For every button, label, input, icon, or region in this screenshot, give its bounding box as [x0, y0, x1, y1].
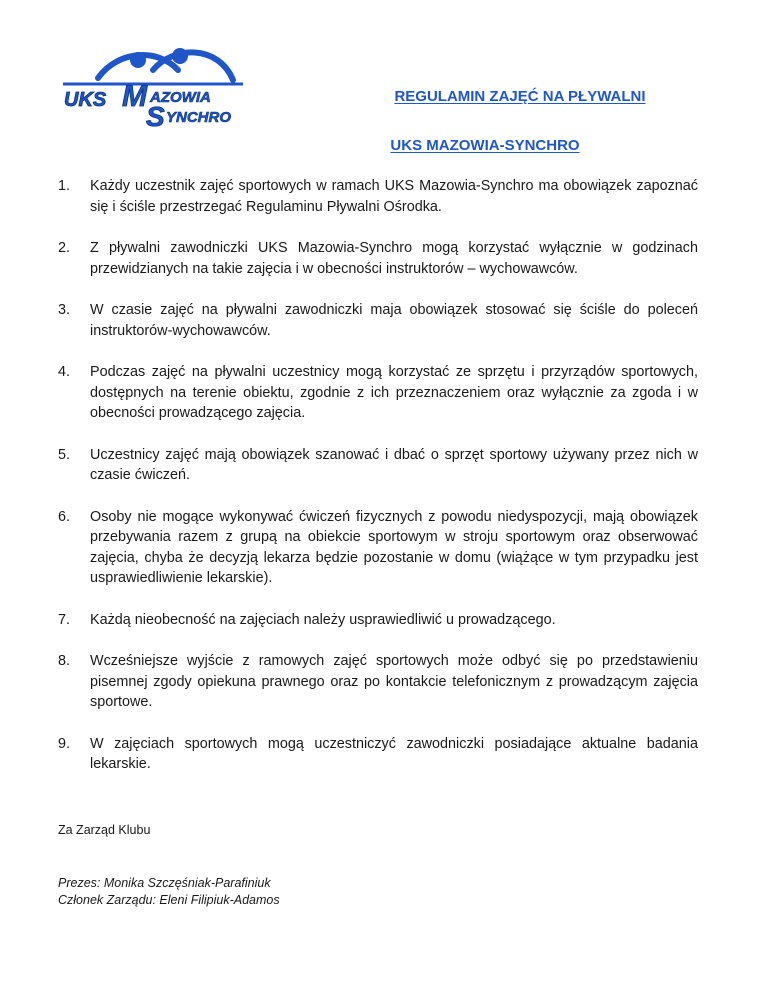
rule-text: W zajęciach sportowych mogą uczestniczyć zawodniczki posiadające aktualne badania lekarskie.: [90, 735, 698, 772]
rules-list: [58, 176, 698, 775]
rule-item-4: [58, 362, 698, 424]
rule-text: Wcześniejsze wyjście z ramowych zajęć sportowych może odbyć się po przedstawieniu pisemnej zgody opiekuna prawnego oraz po kontakcie telefonicznym z prowadzącym zajęcia sportowe.: [90, 653, 698, 710]
rule-number: 5.: [58, 446, 71, 463]
rule-text: W czasie zajęć na pływalni zawodniczki maja obowiązek stosować się ściśle do poleceń instruktorów-wychowawców.: [90, 302, 698, 339]
rule-item-1: [58, 176, 698, 217]
rule-item-9: [58, 734, 698, 775]
rule-number: 7.: [58, 611, 71, 628]
rule-item-2: [58, 238, 698, 279]
board-label: Za Zarząd Klubu: [58, 823, 151, 837]
document-title: REGULAMIN ZAJĘĆ NA PŁYWALNI: [394, 88, 646, 105]
rule-number: 8.: [58, 653, 71, 669]
svg-text:M: M: [122, 80, 147, 113]
signature-president: Prezes: Monika Szczęśniak-Parafiniuk: [58, 876, 271, 890]
rule-item-7: [58, 610, 698, 631]
club-logo-graphic: [58, 40, 248, 140]
svg-text:AZOWIA: AZOWIA: [150, 89, 211, 106]
rule-number: 3.: [58, 302, 71, 318]
signature-board-member: Członek Zarządu: Eleni Filipiuk-Adamos: [58, 893, 280, 907]
rule-item-3: [58, 300, 698, 341]
rule-number: 2.: [58, 240, 71, 256]
rule-number: 6.: [58, 508, 71, 525]
rule-item-6: [58, 507, 698, 589]
document-subtitle: UKS MAZOWIA-SYNCHRO: [390, 137, 580, 154]
rule-text: Podczas zajęć na pływalni uczestnicy mogą korzystać ze sprzętu i przyrządów sportowych, dostępnych na terenie obiektu, zgodnie z ich przeznaczeniem oraz wyłącznie za zgoda i w obecności prowadzącego zajęcia.: [90, 364, 698, 421]
rule-text: Uczestnicy zajęć mają obowiązek szanować i dbać o sprzęt sportowy używany przez nich w czasie ćwiczeń.: [90, 446, 698, 483]
rule-text: Osoby nie mogące wykonywać ćwiczeń fizycznych z powodu niedyspozycji, mają obowiązek przebywania razem z grupą na obiekcie sportowym w stroju sportowym oraz obserwować zajęcia, chyba że decyzją lekarza będzie pozostanie w domu (wiążące w tym przypadku jest usprawiedliwienie lekarskie).: [90, 508, 698, 586]
rule-item-5: [58, 445, 698, 486]
rule-item-8: [58, 651, 698, 713]
rule-text: Każdy uczestnik zajęć sportowych w ramach UKS Mazowia-Synchro ma obowiązek zapoznać się i ściśle przestrzegać Regulaminu Pływalni Ośrodka.: [90, 178, 698, 215]
svg-text:YNCHRO: YNCHRO: [166, 109, 232, 126]
svg-text:UKS: UKS: [64, 89, 107, 111]
rule-number: 1.: [58, 178, 71, 194]
rule-text: Każdą nieobecność na zajęciach należy usprawiedliwić u prowadzącego.: [90, 611, 556, 628]
rule-number: 9.: [58, 735, 71, 752]
rule-text: Z pływalni zawodniczki UKS Mazowia-Synchro mogą korzystać wyłącznie w godzinach przewidzianych na takie zajęcia i w obecności instruktorów – wychowawców.: [90, 240, 698, 277]
rule-number: 4.: [58, 364, 71, 380]
club-logo: [58, 40, 248, 140]
svg-text:S: S: [146, 101, 165, 132]
